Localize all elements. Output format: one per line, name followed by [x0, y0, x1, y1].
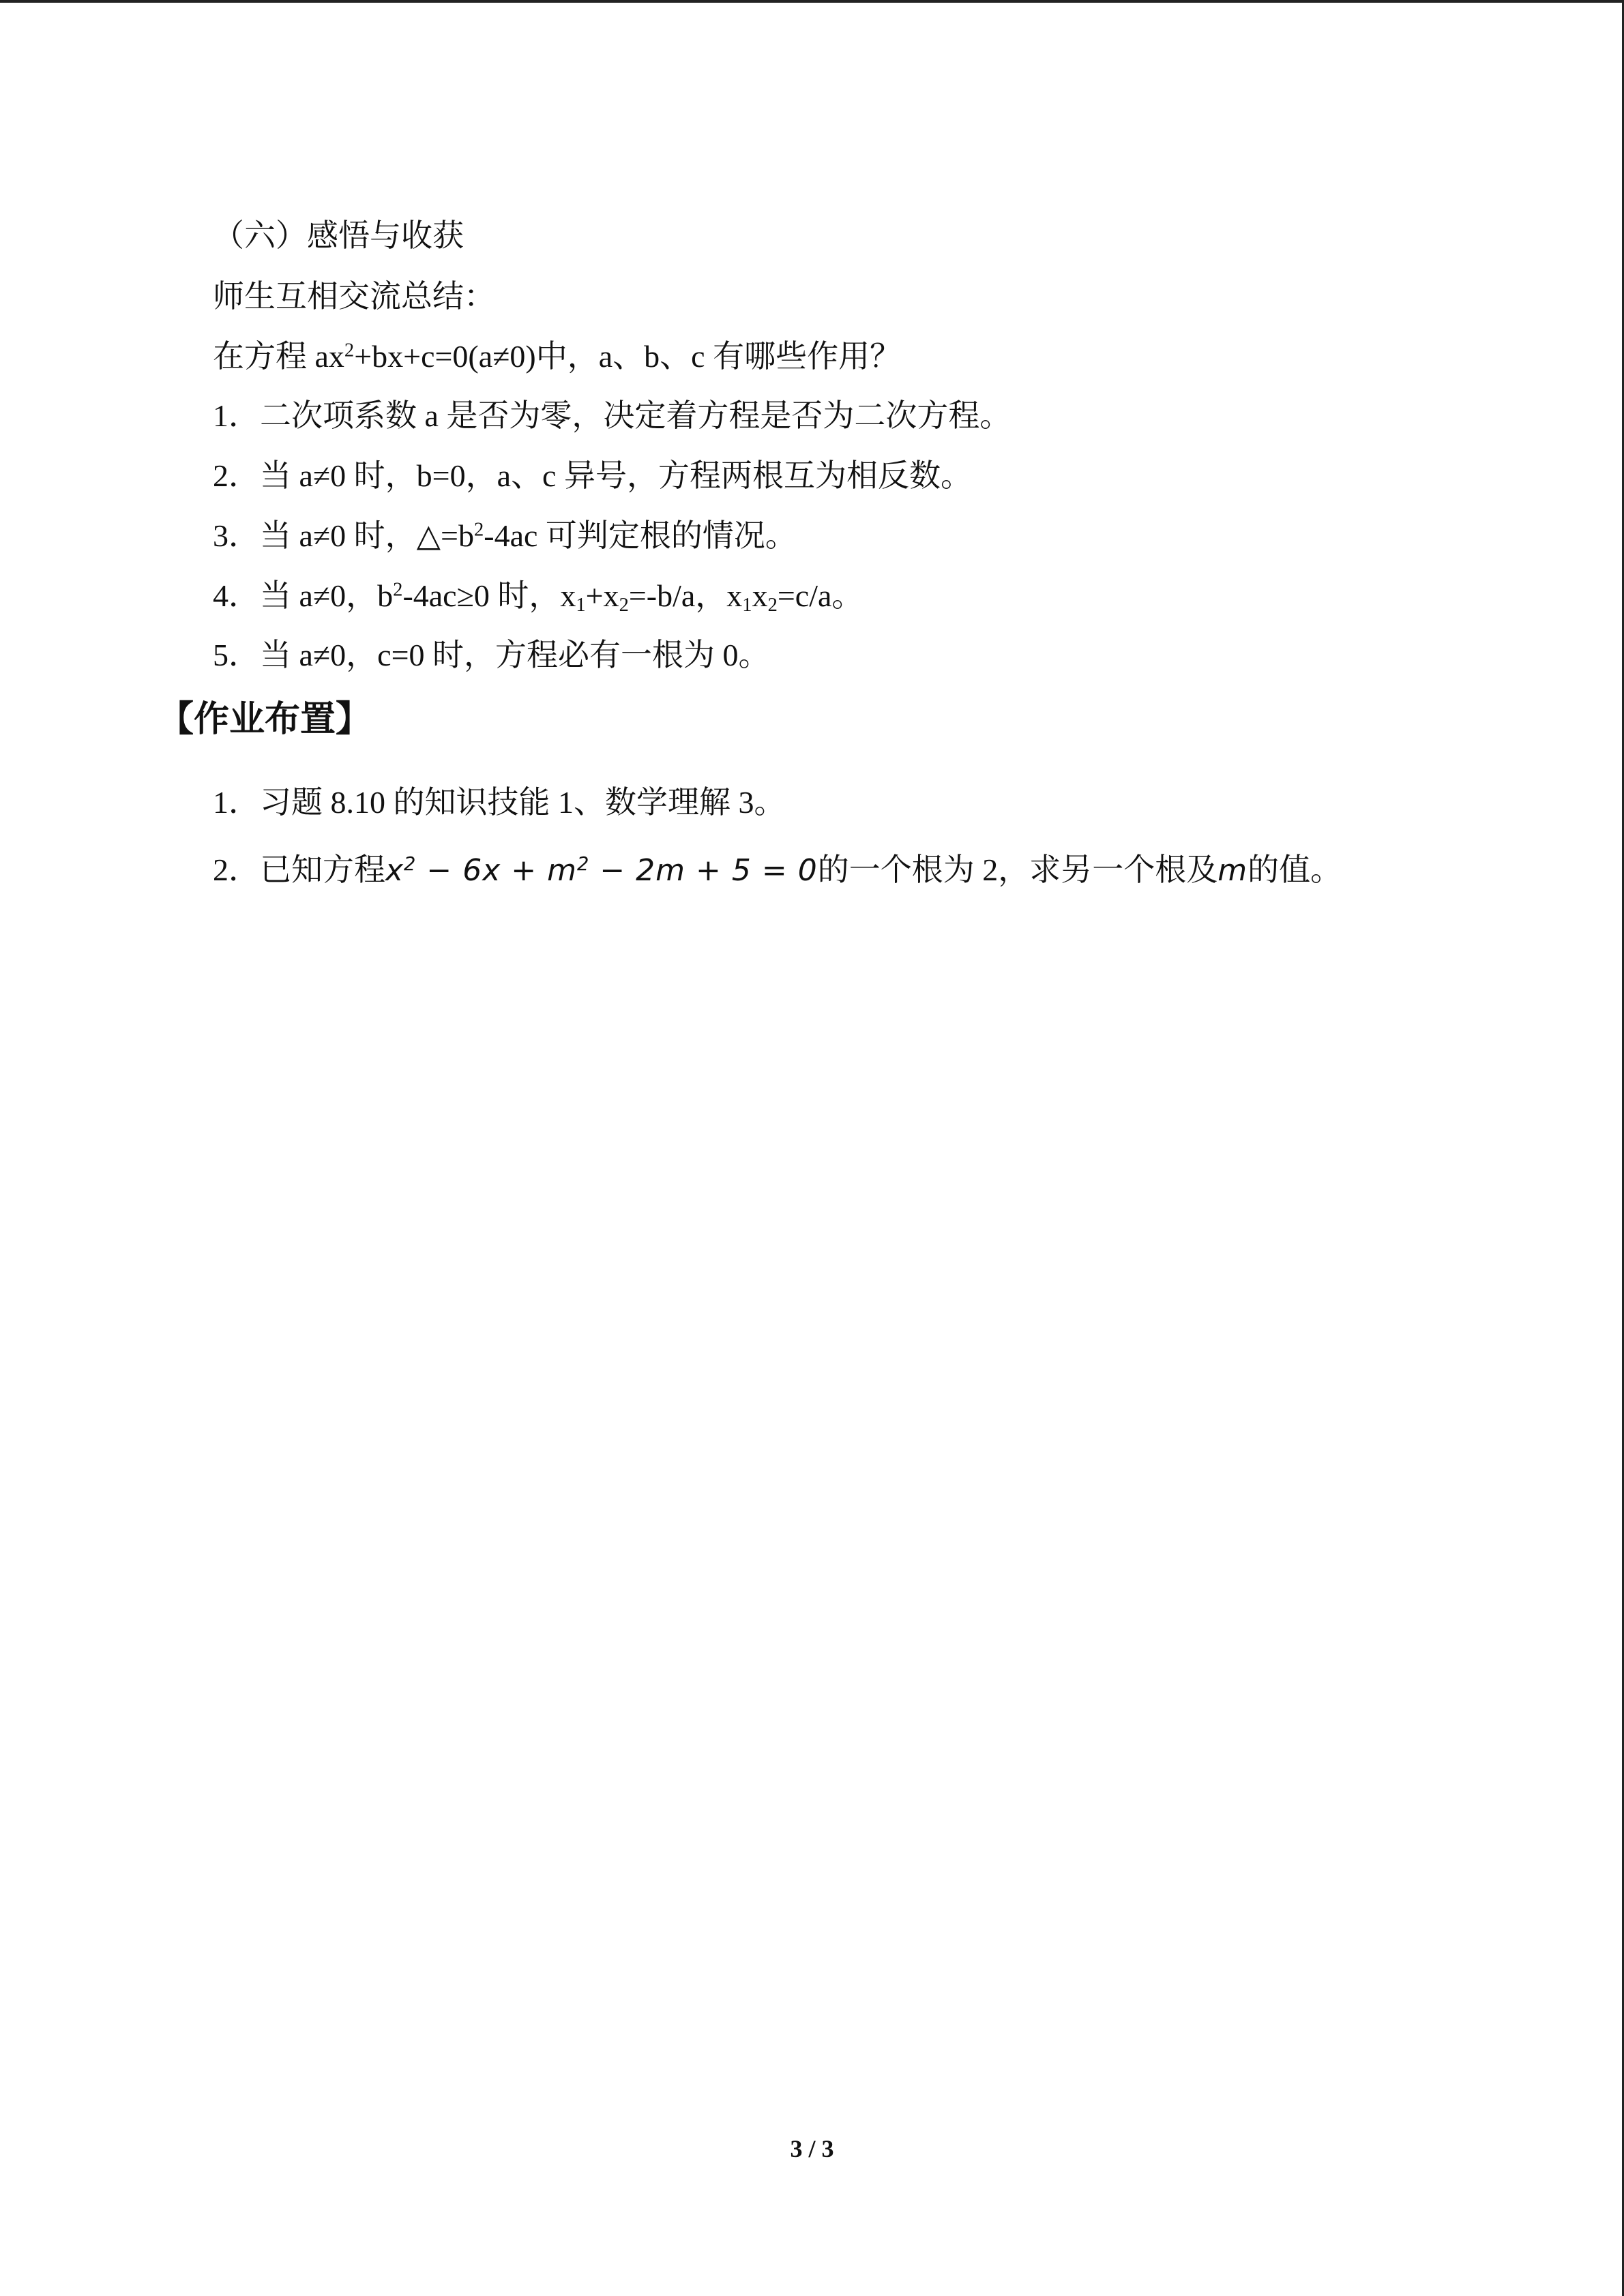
section-question: 在方程 $ax^2+bx+c=0(a\ne 0)$中，a、b、c 有哪些作用？ — [213, 339, 902, 374]
point-5: 5．当 a≠0，c=0 时，方程必有一根为 0。 — [213, 638, 770, 672]
page-top-border — [0, 0, 1624, 3]
point-3: 3．当 a≠0 时，$\triangle=b^2-4ac$ 可判定根的情况。 — [213, 518, 797, 553]
point-4: 4．当 a≠0，$b^2-4ac\ge 0$ 时，$x_1+x_2=-b/a$，$x_1x_2=c/a$。 — [213, 578, 863, 616]
variable-m: m — [1217, 853, 1248, 888]
section-title: （六）感悟与收获 — [213, 218, 464, 253]
page-number: 3 / 3 — [790, 2135, 834, 2162]
section-intro: 师生互相交流总结： — [213, 279, 495, 314]
homework-item-1: 1．习题 8.10 的知识技能 1、数学理解 3。 — [213, 785, 786, 820]
homework-heading: 【作业布置】 — [158, 699, 372, 740]
equation: $x^2 - 6x + m^2 - 2m + 5 = 0$ — [385, 853, 818, 888]
homework-item-2: 2．已知方程$x^2 - 6x + m^2 - 2m + 5 = 0$的一个根为 2，求另一个根及m的值。 — [213, 852, 1342, 888]
point-2: 2．当 a≠0 时，b=0，a、c 异号，方程两根互为相反数。 — [213, 458, 972, 493]
point-1: 1．二次项系数 a 是否为零，决定着方程是否为二次方程。 — [213, 398, 1012, 433]
